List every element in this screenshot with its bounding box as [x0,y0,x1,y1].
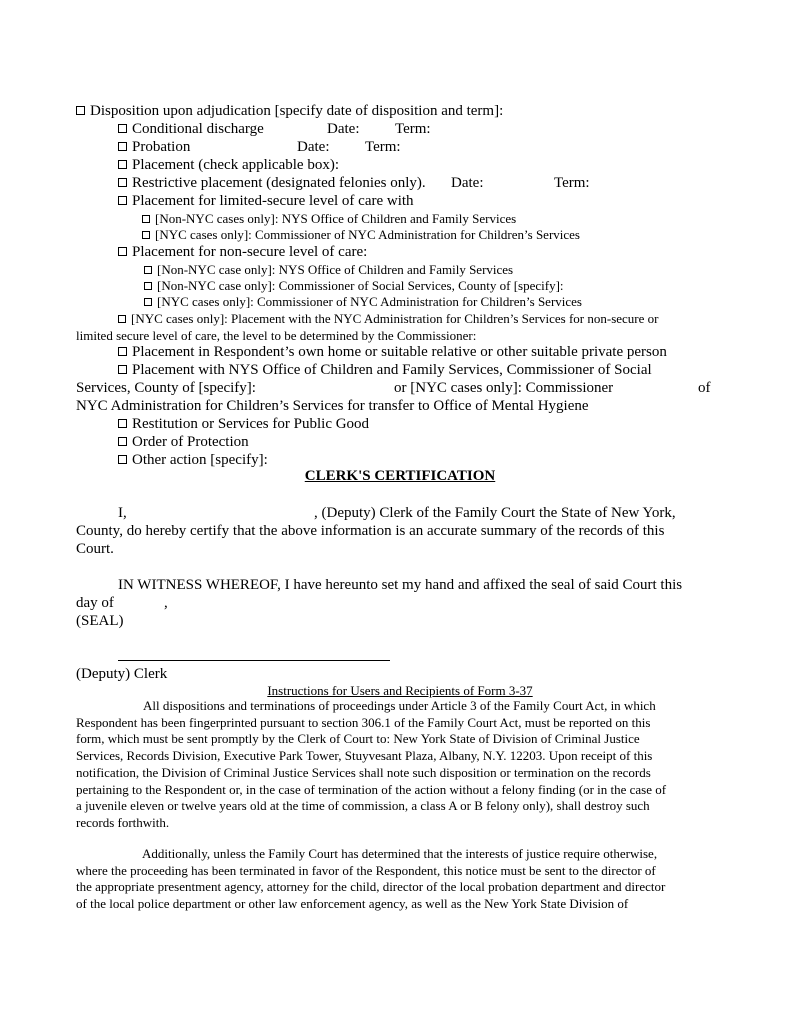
limited-secure-label: Placement for limited-secure level of care with [132,193,414,209]
instructions-paragraph-1 [76,698,724,832]
witness-line-1: IN WITNESS WHEREOF, I have hereunto set my hand and affixed the seal of said Court this [118,577,683,593]
other-action-label: Other action [specify]: [132,452,268,468]
restrictive-term-label: Term: [554,175,590,191]
disposition-checkbox[interactable] [76,106,85,115]
ls-nyc-label: [NYC cases only]: Commissioner of NYC Administration for Children’s Services [155,227,580,242]
limited-secure-checkbox[interactable] [118,196,127,205]
clerk-certification-heading: CLERK'S CERTIFICATION [304,468,496,484]
restrictive-placement-row [118,174,426,192]
ns-nyc-checkbox[interactable] [144,298,152,306]
certify-line-3: Court. [76,541,114,557]
nyc-acs-row [118,310,658,328]
ocfs-label-2c: of [698,380,711,396]
conditional-discharge-label: Conditional discharge [132,121,264,137]
placement-label: Placement (check applicable box): [132,157,339,173]
seal-label: (SEAL) [76,613,124,629]
ns-nyc-label: [NYC cases only]: Commissioner of NYC Administration for Children’s Services [157,294,582,309]
p1-line: pertaining to the Respondent or, in the case of termination of the action without a felony finding (or in the case of [76,781,667,797]
own-home-row [118,343,667,361]
restrictive-date-label: Date: [451,175,484,191]
probation-label: Probation [132,139,191,155]
ocfs-label-2a: Services, County of [specify]: [76,380,256,396]
other-action-checkbox[interactable] [118,455,127,464]
restitution-label: Restitution or Services for Public Good [132,416,370,432]
p1-line: notification, the Division of Criminal Justice Services shall note such disposition or termination on the records [76,764,651,780]
ns-non-nyc-2-checkbox[interactable] [144,282,152,290]
disposition-label: Disposition upon adjudication [specify date of disposition and term]: [90,103,504,119]
ls-nyc-row [142,226,580,244]
ocfs-checkbox[interactable] [118,365,127,374]
placement-checkbox[interactable] [118,160,127,169]
non-secure-label: Placement for non-secure level of care: [132,244,368,260]
probation-term-label: Term: [365,139,401,155]
p1-line: All dispositions and terminations of proceedings under Article 3 of the Family Court Act, in which [143,698,656,713]
nyc-acs-label-2: limited secure level of care, the level to be determined by the Commissioner: [76,328,477,343]
ns-nyc-row [144,293,582,311]
probation-date-label: Date: [297,139,330,155]
ns-non-nyc-1-checkbox[interactable] [144,266,152,274]
p1-line: Respondent has been fingerprinted pursuant to section 306.1 of the Family Court Act, must be reported on this [76,714,651,730]
nyc-acs-label-1: [NYC cases only]: Placement with the NYC Administration for Children’s Services for non-secure or [131,311,659,326]
p2-line: Additionally, unless the Family Court has determined that the interests of justice require otherwise, [142,846,658,861]
conditional-discharge-row [118,120,264,138]
protection-row [118,433,249,451]
restrictive-placement-checkbox[interactable] [118,178,127,187]
conditional-discharge-checkbox[interactable] [118,124,127,133]
ls-nyc-checkbox[interactable] [142,231,150,239]
certify-line-1a: I, [118,505,127,521]
ocfs-label-2b: or [NYC cases only]: Commissioner [394,380,614,396]
certify-line-2: County, do hereby certify that the above information is an accurate summary of the records of this [76,523,665,539]
deputy-clerk-label: (Deputy) Clerk [76,666,168,682]
ns-non-nyc-2-label: [Non-NYC case only]: Commissioner of Social Services, County of [specify]: [157,278,564,293]
protection-label: Order of Protection [132,434,249,450]
ocfs-label-1: Placement with NYS Office of Children and Family Services, Commissioner of Social [132,362,652,378]
probation-checkbox[interactable] [118,142,127,151]
ls-non-nyc-label: [Non-NYC cases only]: NYS Office of Children and Family Services [155,211,517,226]
ls-non-nyc-checkbox[interactable] [142,215,150,223]
witness-comma: , [164,595,168,611]
p1-line: Services, Records Division, Executive Park Tower, Stuyvesant Plaza, Albany, N.Y. 12203. Upon receipt of this [76,748,653,764]
signature-line [118,660,390,661]
p1-line: records forthwith. [76,814,170,830]
nyc-acs-checkbox[interactable] [118,315,126,323]
p1-line: form, which must be sent promptly by the Clerk of Court to: New York State of Division of Criminal Justice [76,731,640,747]
own-home-label: Placement in Respondent’s own home or suitable relative or other suitable private person [132,344,667,360]
p1-line: a juvenile eleven or twelve years old at the time of commission, a class A or B felony only), shall destroy such [76,798,650,814]
instructions-paragraph-2 [76,846,724,913]
protection-checkbox[interactable] [118,437,127,446]
p2-line: of the local police department or other law enforcement agency, as well as the New York State Division of [76,896,629,912]
restitution-checkbox[interactable] [118,419,127,428]
ocfs-label-3: NYC Administration for Children’s Services for transfer to Office of Mental Hygiene [76,398,589,414]
certify-line-1b: , (Deputy) Clerk of the Family Court the State of New York, [314,505,676,521]
placement-row [118,156,339,174]
ocfs-row [118,361,652,379]
instructions-title: Instructions for Users and Recipients of Form 3-37 [267,683,533,698]
ns-non-nyc-1-label: [Non-NYC case only]: NYS Office of Children and Family Services [157,262,514,277]
restrictive-placement-label: Restrictive placement (designated felonies only). [132,175,426,191]
conditional-date-label: Date: [327,121,360,137]
disposition-row [76,102,503,120]
probation-row [118,138,190,156]
witness-day-of: day of [76,595,114,611]
limited-secure-row [118,192,414,210]
own-home-checkbox[interactable] [118,347,127,356]
non-secure-row [118,243,367,261]
p2-line: the appropriate presentment agency, attorney for the child, director of the local probation department and director [76,879,666,895]
conditional-term-label: Term: [395,121,431,137]
other-action-row [118,451,268,469]
restitution-row [118,415,369,433]
non-secure-checkbox[interactable] [118,247,127,256]
p2-line: where the proceeding has been terminated in favor of the Respondent, this notice must be sent to the director of [76,862,656,878]
